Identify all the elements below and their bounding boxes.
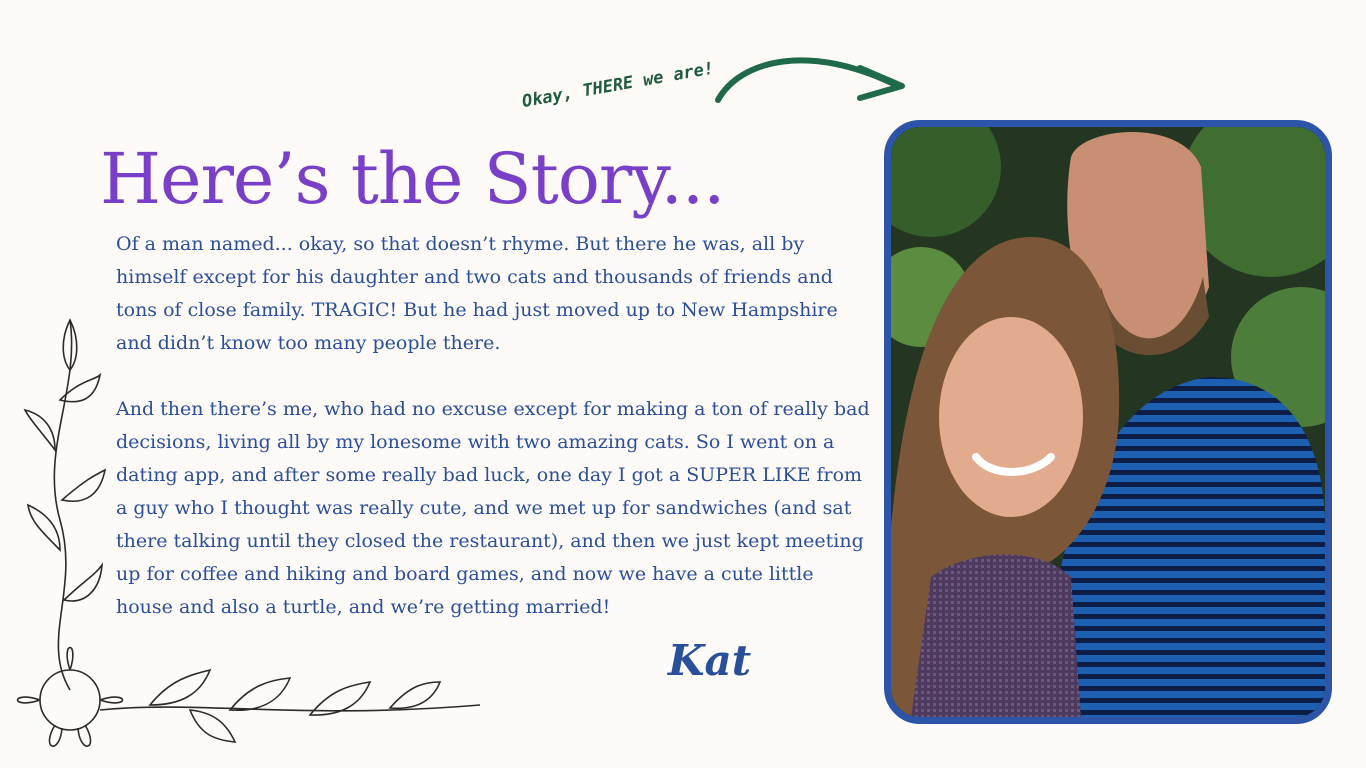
couple-photo: [884, 120, 1332, 724]
story-paragraph-2: And then there’s me, who had no excuse except for making a ton of really bad decisions, living all by my lonesome with two amazing cats. So I went on a dating app, and after some really bad luck, one day I got a SUPER LIKE from a guy who I thought was really cute, and we met up for sandwiches (and sat there talking until they closed the restaurant), and then we just kept meeting up for coffee and hiking and board games, and now we have a cute little house and also a turtle, and we’re getting married!: [116, 398, 870, 618]
curved-arrow-icon: [700, 40, 920, 120]
annotation-text: Okay, THERE we are!: [520, 58, 716, 112]
signature: Kat: [668, 636, 752, 685]
couple-photo-illustration: [891, 127, 1325, 717]
story-paragraph-1: Of a man named... okay, so that doesn’t rhyme. But there he was, all by himself except for his daughter and two cats and thousands of friends and tons of close family. TRAGIC! But he had just moved up to New Hampshire and didn’t know too many people there.: [116, 233, 838, 354]
page-title: Here’s the Story...: [100, 138, 725, 220]
floral-vine-icon: [0, 310, 500, 768]
